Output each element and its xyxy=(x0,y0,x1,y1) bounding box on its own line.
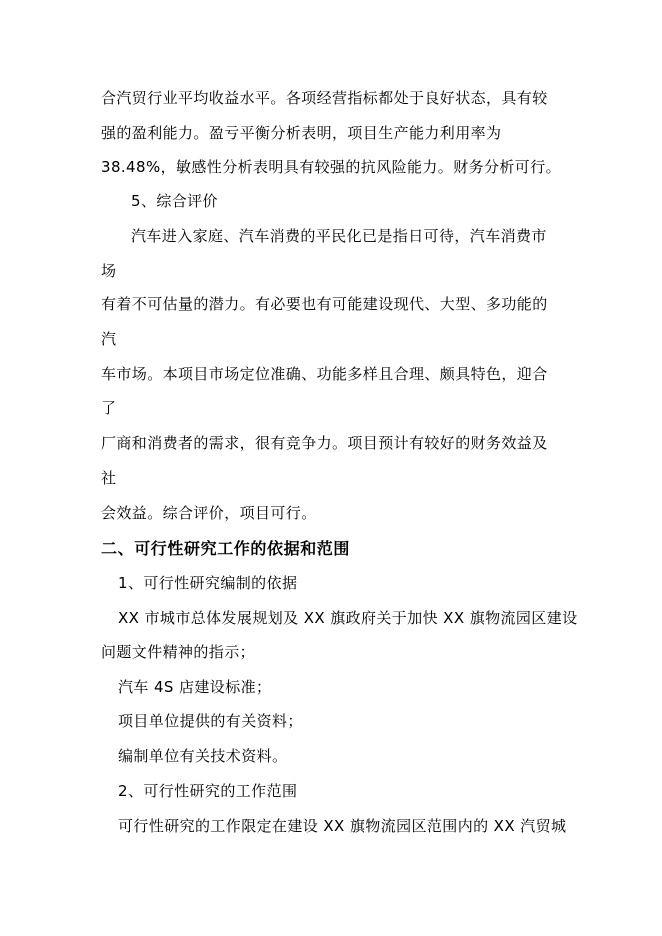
paragraph-line: 会效益。综合评价，项目可行。 xyxy=(101,504,317,522)
paragraph-line: 汽 xyxy=(101,330,117,348)
section-heading: 二、可行性研究工作的依据和范围 xyxy=(101,539,351,558)
paragraph-line: 问题文件精神的指示； xyxy=(101,643,256,661)
subsection-heading: 2、可行性研究的工作范围 xyxy=(118,782,298,800)
paragraph-line: 强的盈利能力。盈亏平衡分析表明，项目生产能力利用率为 xyxy=(101,124,502,142)
subsection-heading: 5、综合评价 xyxy=(131,192,218,210)
paragraph-line: 有着不可估量的潜力。有必要也有可能建设现代、大型、多功能的 xyxy=(101,295,548,313)
paragraph-line: 汽车进入家庭、汽车消费的平民化已是指日可待，汽车消费市 xyxy=(131,227,547,245)
subsection-heading: 1、可行性研究编制的依据 xyxy=(118,574,298,592)
list-item: 编制单位有关技术资料。 xyxy=(118,747,288,765)
paragraph-line: 合汽贸行业平均收益水平。各项经营指标都处于良好状态，具有较 xyxy=(101,89,548,107)
paragraph-line: 了 xyxy=(101,399,117,417)
paragraph-line: 车市场。本项目市场定位准确、功能多样且合理、颇具特色，迎合 xyxy=(101,365,548,383)
list-item: 项目单位提供的有关资料； xyxy=(118,712,303,730)
paragraph-line: 可行性研究的工作限定在建设 XX 旗物流园区范围内的 XX 汽贸城 xyxy=(118,817,567,835)
paragraph-line: 38.48%，敏感性分析表明具有较强的抗风险能力。财务分析可行。 xyxy=(101,158,561,176)
paragraph-line: 社 xyxy=(101,469,117,487)
list-item: 汽车 4S 店建设标准； xyxy=(118,678,272,696)
paragraph-line: 厂商和消费者的需求，很有竞争力。项目预计有较好的财务效益及 xyxy=(101,434,548,452)
paragraph-line: XX 市城市总体发展规划及 XX 旗政府关于加快 XX 旗物流园区建设 xyxy=(118,609,578,627)
paragraph-line: 场 xyxy=(101,262,117,280)
